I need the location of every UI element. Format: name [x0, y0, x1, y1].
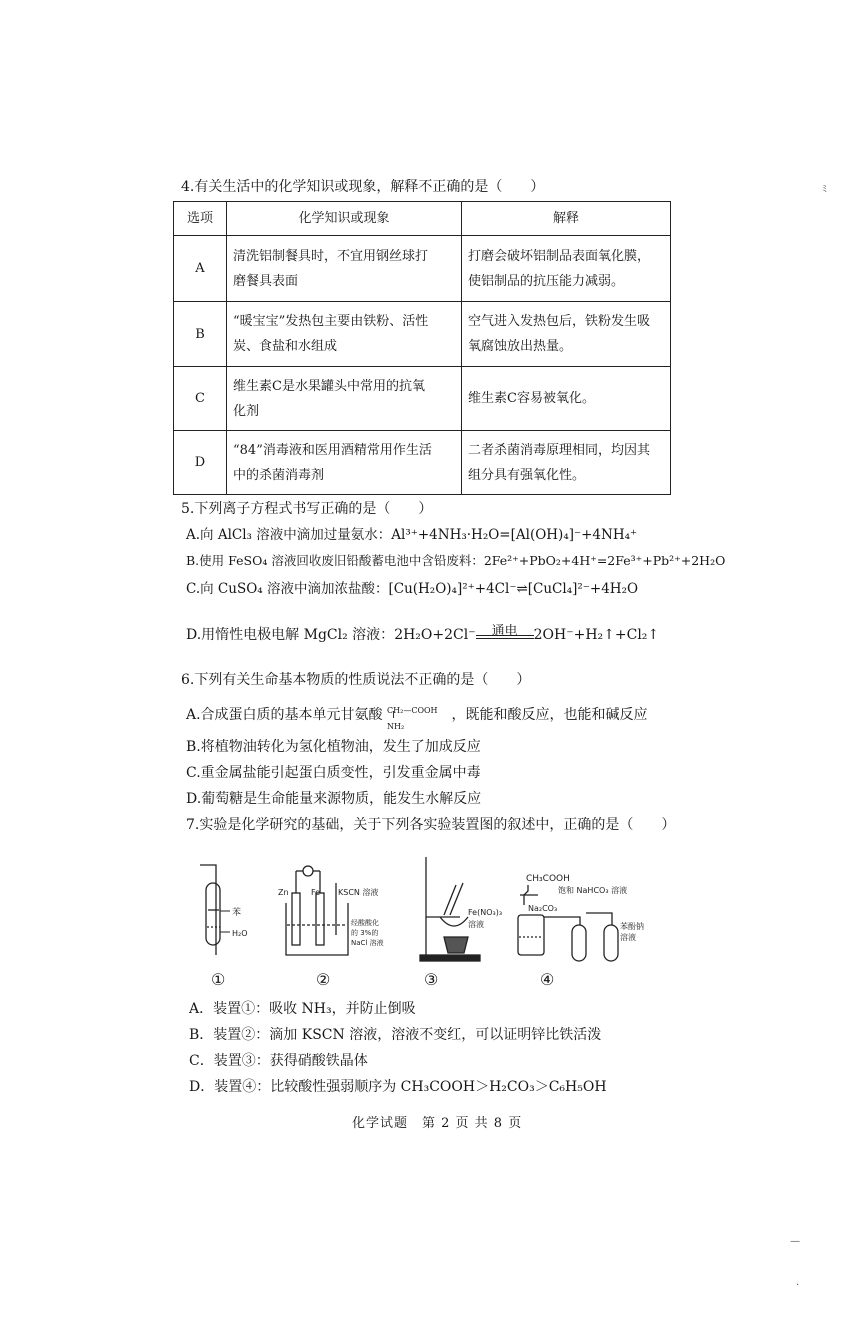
apparatus-figures — [188, 855, 658, 995]
q6-a-prefix: A.合成蛋白质的基本单元甘氨酸 — [186, 707, 383, 723]
fact-cell — [227, 431, 462, 495]
q7-option-b: B．装置②：滴加 KSCN 溶液，溶液不变红，可以证明锌比铁活泼 — [189, 1027, 602, 1043]
phenol-label: 溶液 — [620, 933, 636, 942]
table-row — [174, 367, 671, 431]
page-footer: 化学试题 第 2 页 共 8 页 — [352, 1116, 523, 1131]
q6-stem: 6.下列有关生命基本物质的性质说法不正确的是（ ） — [181, 672, 531, 688]
table-row — [174, 302, 671, 367]
explanation-line: 打磨会破坏铝制品表面氧化膜， — [468, 248, 651, 264]
figure-1-number: ① — [211, 970, 226, 989]
solution-label: 溶液 — [468, 920, 484, 929]
q5-stem: 5.下列离子方程式书写正确的是（ ） — [181, 501, 433, 517]
condition-label: 通电 — [491, 624, 518, 639]
scan-mark: — — [790, 1236, 800, 1247]
option-label: B — [174, 302, 227, 367]
q7-option-c: C．装置③：获得硝酸铁晶体 — [189, 1053, 368, 1069]
scan-mark: ﾐ — [822, 184, 827, 195]
explanation-line: 空气进入发热包后，铁粉发生吸 — [468, 314, 651, 329]
structure-bottom: NH₂ — [387, 722, 405, 731]
solution-label: 经酸酸化 — [351, 919, 379, 927]
water-label: H₂O — [232, 929, 248, 938]
fact-line: 清洗铝制餐具时，不宜用钢丝球打 — [233, 248, 429, 264]
table-header-row — [174, 202, 671, 236]
q6-a-suffix: ，既能和酸反应，也能和碱反应 — [451, 707, 648, 723]
q7-option-a: A．装置①：吸收 NH₃，并防止倒吸 — [189, 1001, 416, 1017]
q5-d-prefix: D.用惰性电极电解 MgCl₂ 溶液： — [186, 627, 395, 643]
apparatus-3 — [420, 857, 502, 961]
explanation-line: 使铝制品的抗压能力减弱。 — [468, 273, 625, 289]
explanation-line: 组分具有强氧化性。 — [468, 467, 586, 483]
table-row — [174, 431, 671, 495]
q4-stem: 4.有关生活中的化学知识或现象，解释不正确的是（ ） — [181, 179, 545, 195]
q5-d-left: 2H₂O+2Cl⁻ — [394, 627, 476, 643]
explanation-cell — [462, 302, 671, 367]
scan-mark: · — [796, 1280, 800, 1291]
q5-option-b: B.使用 FeSO₄ 溶液回收废旧铅酸蓄电池中含铅废料：2Fe²⁺+PbO₂+4H⁺=2Fe³⁺+Pb²⁺+2H₂O — [186, 553, 726, 568]
option-label: A — [174, 236, 227, 302]
explanation-cell — [462, 431, 671, 495]
explanation-line: 氧腐蚀放出热量。 — [468, 339, 573, 354]
structure-top: CH₂—COOH — [387, 706, 438, 715]
q6-option-c: C.重金属盐能引起蛋白质变性，引发重金属中毒 — [186, 765, 481, 781]
header-option: 选项 — [174, 202, 227, 236]
na2co3-label: Na₂CO₃ — [528, 904, 558, 913]
fact-line: 中的杀菌消毒剂 — [233, 467, 325, 483]
fact-line: 化剂 — [233, 403, 260, 419]
header-fact: 化学知识或现象 — [227, 202, 462, 236]
q5-d-right: 2OH⁻+H₂↑+Cl₂↑ — [533, 627, 660, 643]
figure-3-number: ③ — [424, 970, 439, 989]
zn-label: Zn — [278, 888, 289, 897]
q5-option-a: A.向 AlCl₃ 溶液中滴加过量氨水：Al³⁺+4NH₃·H₂O=[Al(OH)₄]⁻+4NH₄⁺ — [186, 527, 638, 543]
q5-option-c: C.向 CuSO₄ 溶液中滴加浓盐酸：[Cu(H₂O)₄]²⁺+4Cl⁻⇌[CuCl₄]²⁻+4H₂O — [186, 581, 639, 597]
apparatus-1 — [200, 865, 248, 955]
figure-4-number: ④ — [540, 970, 555, 989]
q5-option-d — [186, 624, 659, 644]
q6-option-b: B.将植物油转化为氢化植物油，发生了加成反应 — [186, 739, 481, 755]
apparatus-4 — [518, 874, 644, 961]
q7-option-d: D．装置④：比较酸性强弱顺序为 CH₃COOH＞H₂CO₃＞C₆H₅OH — [189, 1079, 607, 1095]
fact-line: “84”消毒液和医用酒精常用作生活 — [233, 442, 432, 458]
q6-option-a — [186, 702, 648, 731]
solution-label: 的 3%的 — [351, 929, 379, 937]
figure-2-number: ② — [316, 970, 331, 989]
option-label: D — [174, 431, 227, 495]
fe-label: Fe — [311, 888, 321, 897]
solution-label: Fe(NO₃)₃ — [468, 908, 503, 917]
explanation-cell — [462, 367, 671, 431]
fact-cell — [227, 302, 462, 367]
explanation-line: 二者杀菌消毒原理相同，均因其 — [468, 442, 651, 458]
acid-label: CH₃COOH — [526, 874, 570, 884]
benzene-label: 苯 — [232, 908, 242, 918]
fact-line: 维生素C是水果罐头中常用的抗氧 — [233, 378, 425, 394]
nahco3-label: 饱和 NaHCO₃ 溶液 — [558, 886, 628, 895]
kscn-label: KSCN 溶液 — [338, 888, 379, 897]
q6-option-d: D.葡萄糖是生命能量来源物质，能发生水解反应 — [186, 791, 482, 807]
q4-table — [173, 201, 671, 495]
header-explanation: 解释 — [462, 202, 671, 236]
fact-line: 磨餐具表面 — [233, 273, 299, 289]
apparatus-2 — [278, 866, 384, 955]
table-row — [174, 236, 671, 302]
phenol-label: 苯酚钠 — [620, 922, 644, 931]
explanation-line: 维生素C容易被氧化。 — [468, 391, 595, 406]
fact-cell — [227, 367, 462, 431]
solution-label: NaCl 溶液 — [351, 939, 384, 947]
electrolysis-arrow — [476, 624, 534, 639]
option-label: C — [174, 367, 227, 431]
fact-line: “暖宝宝”发热包主要由铁粉、活性 — [233, 314, 429, 329]
fact-cell — [227, 236, 462, 302]
explanation-cell — [462, 236, 671, 302]
q7-stem: 7.实验是化学研究的基础，关于下列各实验装置图的叙述中，正确的是（ ） — [186, 817, 676, 833]
fact-line: 炭、食盐和水组成 — [233, 339, 338, 354]
glycine-structure — [387, 702, 447, 731]
